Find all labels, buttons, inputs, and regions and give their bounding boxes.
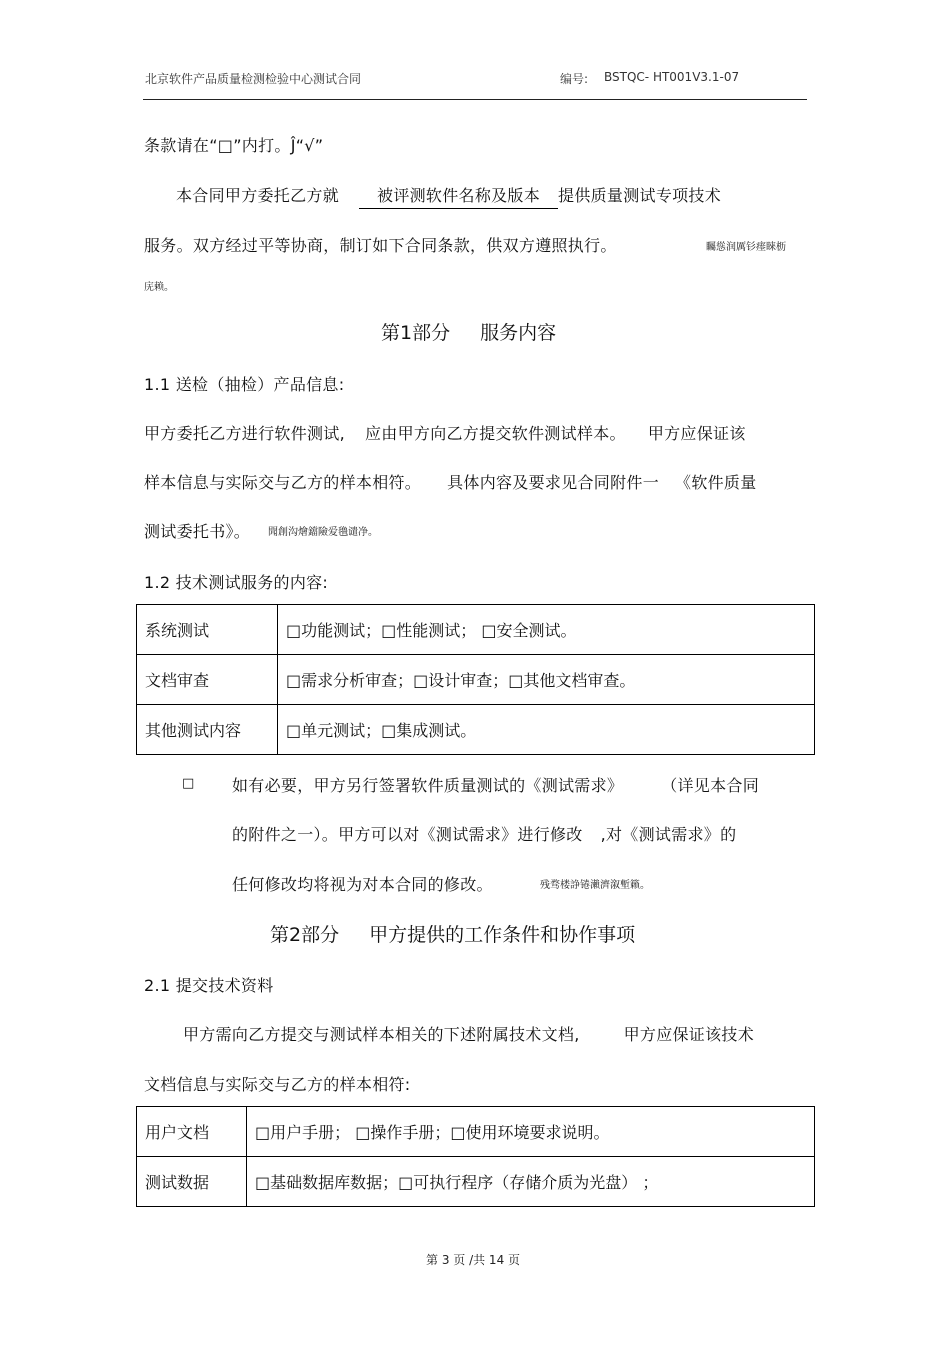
note-l1a: 如有必要，甲方另行签署软件质量测试的《测试需求》 <box>232 776 624 795</box>
s11-l1b: 应由甲方向乙方提交软件测试样本。 <box>365 424 626 443</box>
table-cell-label: 系统测试 <box>137 605 278 655</box>
s21-l1b: 甲方应保证该技术 <box>623 1025 754 1044</box>
table-row <box>137 1107 815 1157</box>
section-1-2-title: 1.2 技术测试服务的内容: <box>144 573 329 592</box>
note-line-1 <box>232 773 759 796</box>
service-content-table <box>136 604 815 755</box>
note-line-3: 任何修改均将视为对本合同的修改。 <box>232 875 493 894</box>
doc-header-title: 北京软件产品质量检测检验中心测试合同 <box>145 72 362 86</box>
table-row <box>137 605 815 655</box>
part1-heading-num: 第1部分 <box>381 322 451 344</box>
table-row <box>137 1157 815 1207</box>
section-1-1-line-3: 测试委托书》。 <box>144 522 251 541</box>
s11-l1c: 甲方应保证该 <box>647 424 746 443</box>
part1-heading <box>381 318 556 345</box>
section-1-1-title: 1.1 送检（抽检）产品信息: <box>144 375 345 394</box>
s21-l1a: 甲方需向乙方提交与测试样本相关的下述附属技术文档, <box>183 1025 580 1044</box>
table-cell-label: 文档审查 <box>137 655 278 705</box>
part2-heading-title: 甲方提供的工作条件和协作事项 <box>369 924 636 946</box>
intro-noise-2: 庑赖。 <box>144 282 174 293</box>
note-line-2 <box>232 822 736 845</box>
part1-heading-title: 服务内容 <box>480 322 557 344</box>
table-cell-options[interactable]: □基础数据库数据；□可执行程序（存储介质为光盘） ； <box>247 1157 815 1207</box>
table-cell-label: 其他测试内容 <box>137 705 278 755</box>
s11-l2a: 样本信息与实际交与乙方的样本相符。 <box>144 473 422 492</box>
part2-heading-num: 第2部分 <box>270 924 340 946</box>
table-cell-options[interactable]: □需求分析审查；□设计审查；□其他文档审查。 <box>278 655 815 705</box>
doc-header-code: BSTQC- HT001V3.1-07 <box>604 70 740 84</box>
part2-heading <box>270 920 635 947</box>
table-cell-label: 测试数据 <box>137 1157 247 1207</box>
table-cell-options[interactable]: □单元测试；□集成测试。 <box>278 705 815 755</box>
note-l1b: （详见本合同 <box>661 776 760 795</box>
software-name-blank: 被评测软件名称及版本 <box>359 183 558 209</box>
s11-l2c: 《软件质量 <box>675 473 757 492</box>
note-l2a: 的附件之一）。甲方可以对《测试需求》进行修改 <box>232 825 583 844</box>
table-cell-label: 用户文档 <box>137 1107 247 1157</box>
intro-text-b: 提供质量测试专项技术 <box>558 186 722 205</box>
section-1-1-line-2 <box>144 470 757 493</box>
intro-paragraph-line-2: 服务。双方经过平等协商，制订如下合同条款，供双方遵照执行。 <box>144 236 617 255</box>
intro-paragraph-line-1 <box>176 183 721 209</box>
note-noise: 残骛楼諍锩瀨濟溆塹籟。 <box>540 880 650 891</box>
section-2-1-line-2: 文档信息与实际交与乙方的样本相符: <box>144 1075 411 1094</box>
table-row <box>137 655 815 705</box>
table-cell-options[interactable]: □功能测试；□性能测试； □安全测试。 <box>278 605 815 655</box>
doc-header-code-label: 编号: <box>560 72 589 86</box>
table-cell-options[interactable]: □用户手册； □操作手册；□使用环境要求说明。 <box>247 1107 815 1157</box>
section-1-1-line-1 <box>144 421 746 444</box>
s11-l2b: 具体内容及要求见合同附件一 <box>447 473 660 492</box>
header-divider <box>143 99 807 100</box>
table-row <box>137 705 815 755</box>
intro-text-a: 本合同甲方委托乙方就 <box>176 186 340 205</box>
page-number: 第 3 页 /共 14 页 <box>426 1253 521 1267</box>
intro-noise-1: 矚慫润厲钐瘗睞枥 <box>706 242 786 253</box>
note-l2b: ,对《测试需求》的 <box>600 825 737 844</box>
section-2-1-title: 2.1 提交技术资料 <box>144 976 274 995</box>
section-2-1-line-1 <box>183 1022 754 1045</box>
technical-docs-table <box>136 1106 815 1207</box>
note-checkbox[interactable]: □ <box>182 776 195 791</box>
intro-line-1: 条款请在“□”内打。Ĵ“√” <box>144 136 324 155</box>
s11-l1a: 甲方委托乙方进行软件测试, <box>144 424 345 443</box>
section-1-1-noise: 聞創沟燴鐺險爱氇谴净。 <box>268 527 378 538</box>
